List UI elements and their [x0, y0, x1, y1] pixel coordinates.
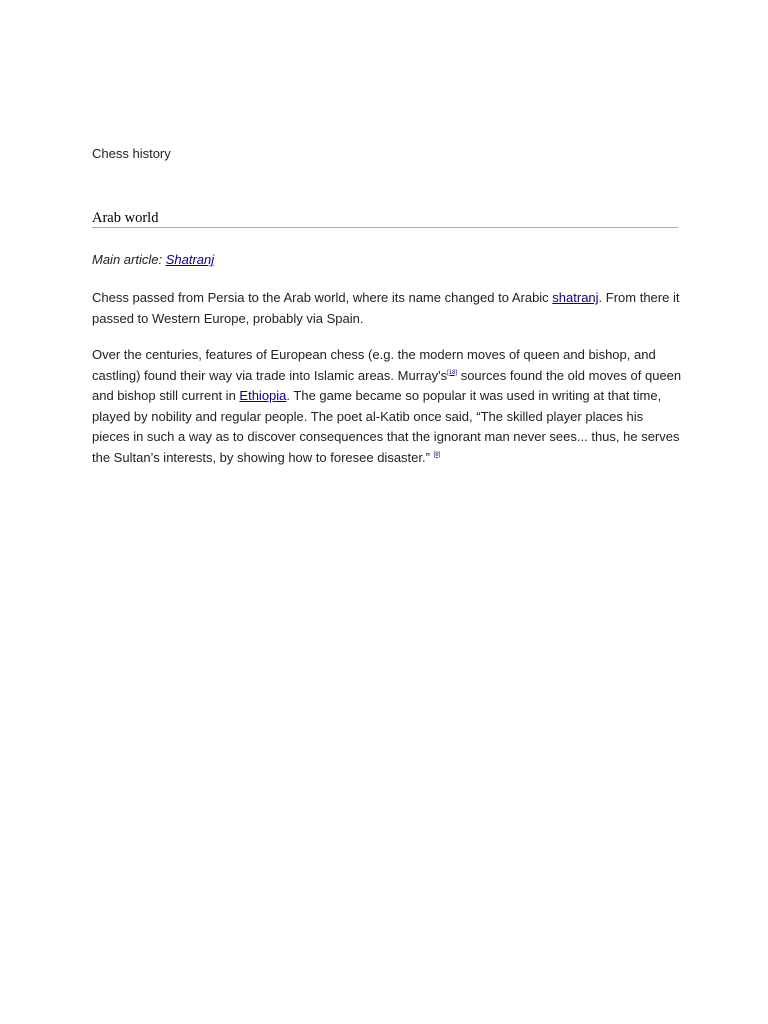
paragraph-2-text-a: Over the centuries, features of European chess (e.g. the modern moves of queen and bishop, and castling) found their way via trade into Islamic areas. Murray's	[92, 347, 656, 383]
paragraph-2	[92, 345, 682, 468]
paragraph-1-text-b: . From there it passed to Western Europe, probably via Spain.	[92, 290, 680, 326]
main-article-link-shatranj[interactable]: Shatranj	[165, 252, 215, 267]
citation-18[interactable]: [18]	[447, 369, 458, 376]
paragraph-2-text-c: . The game became so popular it was used in writing at that time, played by nobility and regular people. The poet al-Katib once said, “The skilled player places his pieces in such a way as to discover consequences that the ignorant man never sees... thus, he serves the Sultan’s interests, by showing how to foresee disaster.”	[92, 388, 680, 465]
citation-8[interactable]: [8]	[433, 451, 441, 458]
paragraph-1	[92, 288, 682, 329]
document-title: Chess history	[92, 146, 171, 161]
main-article-prefix: Main article:	[92, 252, 166, 267]
link-ethiopia[interactable]: Ethiopia	[239, 388, 287, 403]
paragraph-2-text-b: sources found the old moves of queen and bishop still current in	[92, 367, 682, 403]
section-heading: Arab world	[92, 209, 678, 228]
main-article-note	[92, 251, 214, 269]
link-shatranj[interactable]: shatranj	[552, 290, 599, 305]
paragraph-1-text-a: Chess passed from Persia to the Arab world, where its name changed to Arabic	[92, 290, 553, 305]
